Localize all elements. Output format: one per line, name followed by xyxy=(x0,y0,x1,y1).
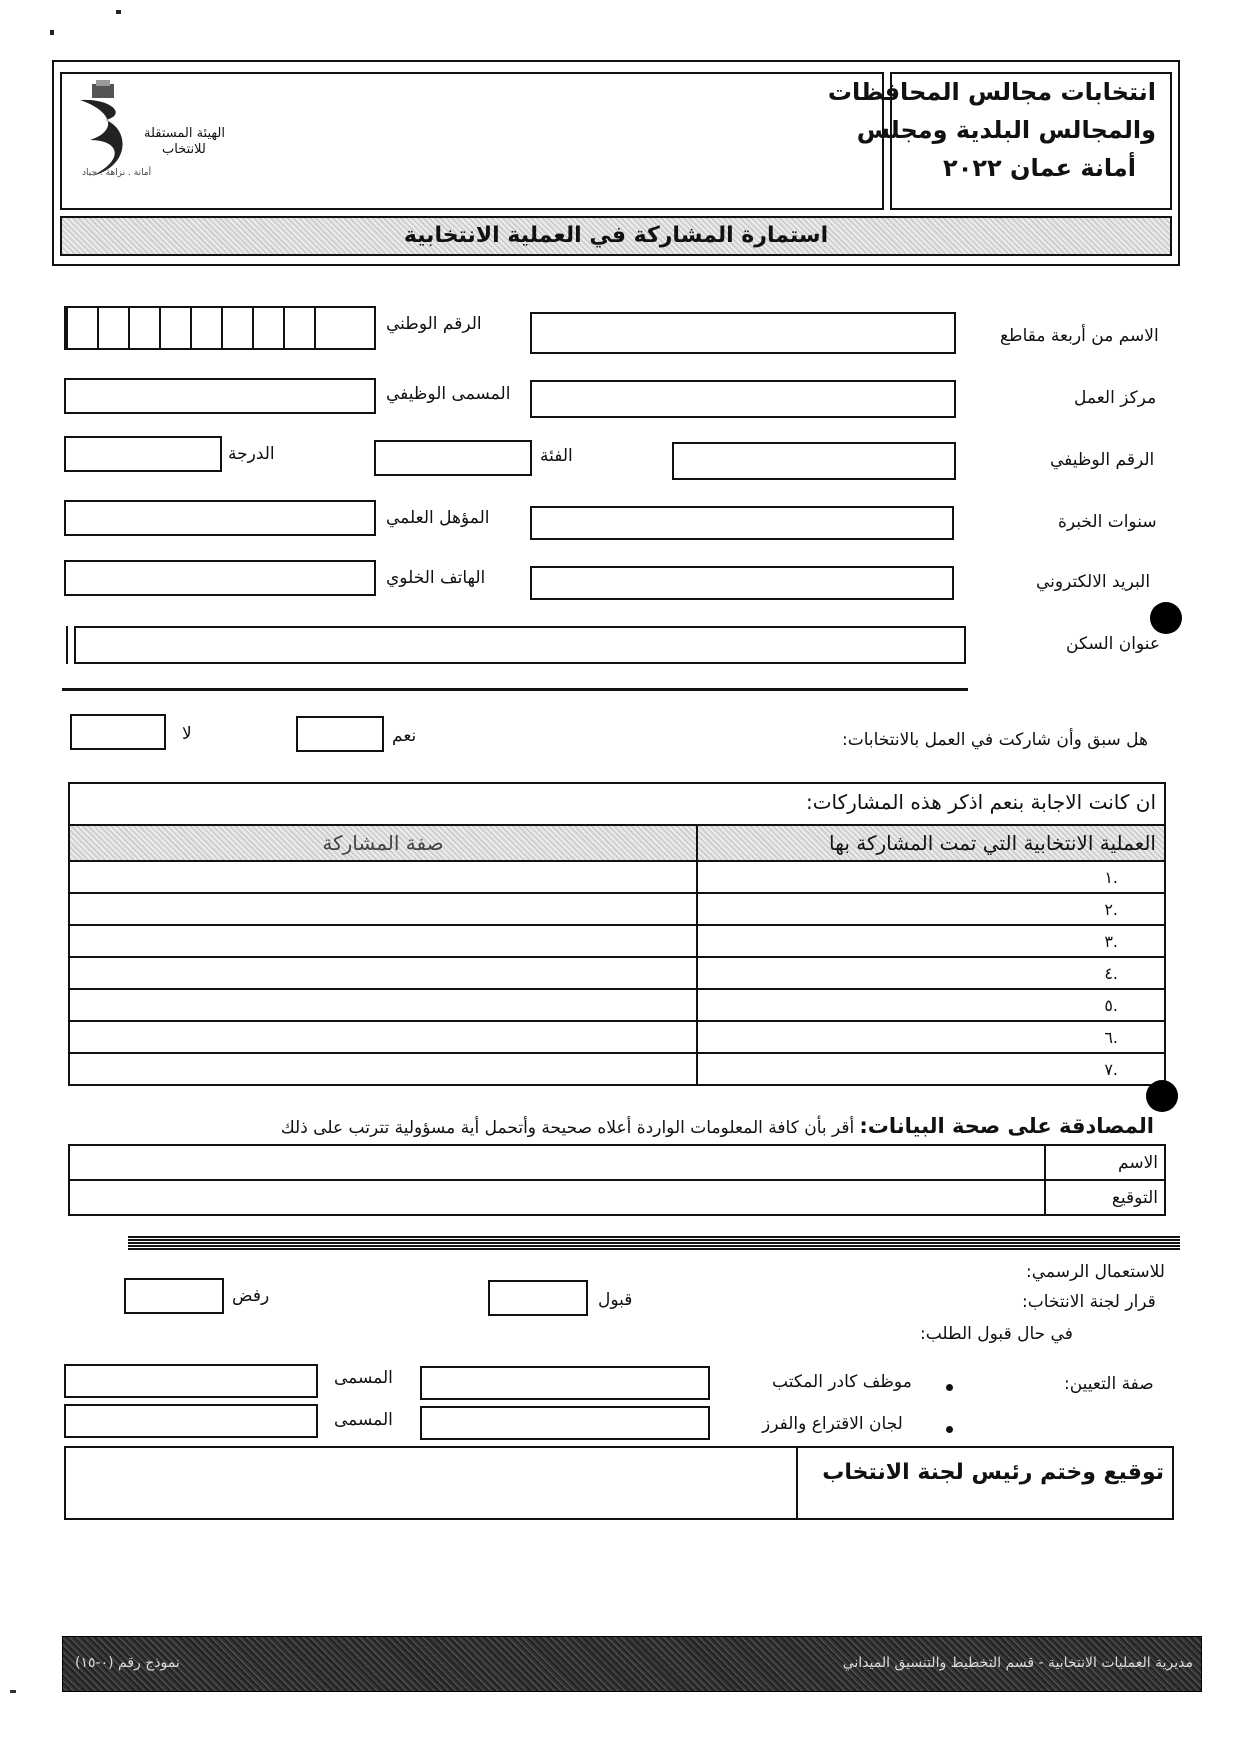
scan-speck xyxy=(10,1690,16,1693)
chair-signature-divider xyxy=(796,1448,798,1520)
row-number[interactable]: .٣ xyxy=(697,925,1165,957)
national-id-digit[interactable] xyxy=(159,308,190,348)
chair-signature-area[interactable] xyxy=(68,1450,792,1518)
national-id-digit[interactable] xyxy=(128,308,159,348)
scan-speck xyxy=(116,10,121,14)
employee-number-field[interactable] xyxy=(672,442,956,480)
email-field[interactable] xyxy=(530,566,954,600)
row-number[interactable]: .٤ xyxy=(697,957,1165,989)
voting-committee-name-field[interactable] xyxy=(420,1406,710,1440)
national-id-label: الرقم الوطني xyxy=(386,314,482,334)
election-title-panel xyxy=(827,72,1172,210)
workplace-label: مركز العمل xyxy=(1074,388,1157,408)
row-number[interactable]: .٢ xyxy=(697,893,1165,925)
home-address-line xyxy=(66,626,68,664)
logo-name-line1: الهيئة المستقلة xyxy=(144,126,225,141)
role-cell[interactable] xyxy=(69,957,697,989)
table-row xyxy=(69,989,1165,1021)
signature-label: التوقيع xyxy=(1111,1187,1158,1208)
role-column-header xyxy=(69,825,697,861)
logo-name-line2: للانتخاب xyxy=(162,142,206,157)
appointment-type-label: صفة التعيين: xyxy=(1064,1374,1154,1394)
national-id-digit[interactable] xyxy=(97,308,128,348)
national-id-digit[interactable] xyxy=(283,308,314,348)
title-line-1: انتخابات مجالس المحافظات xyxy=(827,78,1156,106)
national-id-digit[interactable] xyxy=(345,308,374,348)
home-address-field[interactable] xyxy=(74,626,966,664)
home-address-label: عنوان السكن xyxy=(1066,634,1161,654)
national-id-digit[interactable] xyxy=(221,308,252,348)
attestation-line xyxy=(214,1114,1154,1138)
participation-table xyxy=(68,824,1166,1086)
bullet-icon xyxy=(946,1384,953,1391)
punch-hole-mark xyxy=(1146,1080,1178,1112)
voting-committees-option[interactable]: لجان الاقتراع والفرز xyxy=(762,1414,903,1434)
chair-signature-box xyxy=(64,1446,1174,1520)
email-label: البريد الالكتروني xyxy=(1036,572,1151,592)
punch-hole-mark xyxy=(1150,602,1182,634)
role-column-title: صفة المشاركة xyxy=(322,831,444,855)
form-title: استمارة المشاركة في العملية الانتخابية xyxy=(403,223,829,248)
category-field[interactable] xyxy=(374,440,532,476)
yes-label: نعم xyxy=(392,726,417,746)
table-row xyxy=(69,893,1165,925)
accept-checkbox[interactable] xyxy=(488,1280,588,1316)
name-label: الاسم xyxy=(1118,1152,1158,1173)
experience-years-field[interactable] xyxy=(530,506,954,540)
prior-participation-question: هل سبق وأن شاركت في العمل بالانتخابات: xyxy=(842,730,1149,750)
role-cell[interactable] xyxy=(69,893,697,925)
yes-checkbox[interactable] xyxy=(296,716,384,752)
table-row xyxy=(69,1021,1165,1053)
office-staff-title-field[interactable] xyxy=(64,1364,318,1398)
chair-signature-label: توقيع وختم رئيس لجنة الانتخاب xyxy=(822,1460,1164,1485)
official-use-heading: للاستعمال الرسمي: xyxy=(1026,1262,1165,1282)
experience-years-label: سنوات الخبرة xyxy=(1058,512,1157,532)
table-row xyxy=(69,861,1165,893)
no-label: لا xyxy=(182,724,192,744)
mobile-label: الهاتف الخلوي xyxy=(386,568,486,588)
qualification-label: المؤهل العلمي xyxy=(386,508,490,528)
if-accepted-label: في حال قبول الطلب: xyxy=(920,1324,1073,1344)
scan-speck xyxy=(50,30,54,35)
national-id-digit[interactable] xyxy=(66,308,97,348)
attestation-table xyxy=(68,1144,1166,1216)
commission-logo-icon xyxy=(70,80,130,180)
logo-motto: أمانة . نزاهة . حياد xyxy=(82,168,152,178)
full-name-field[interactable] xyxy=(530,312,956,354)
attestation-text: أقر بأن كافة المعلومات الواردة أعلاه صحيحة وأتحمل أية مسؤولية تترتب على ذلك xyxy=(280,1118,855,1138)
form-title-bar xyxy=(60,216,1172,256)
table-row xyxy=(69,925,1165,957)
national-id-digit[interactable] xyxy=(252,308,283,348)
reject-label: رفض xyxy=(232,1286,270,1306)
signature-value-cell[interactable] xyxy=(69,1180,1045,1215)
grade-label: الدرجة xyxy=(228,444,275,464)
process-column-header xyxy=(697,825,1165,861)
row-number[interactable]: .١ xyxy=(697,861,1165,893)
name-label-cell xyxy=(1045,1145,1165,1180)
committee-decision-label: قرار لجنة الانتخاب: xyxy=(1022,1292,1156,1312)
reject-checkbox[interactable] xyxy=(124,1278,224,1314)
employee-number-label: الرقم الوظيفي xyxy=(1050,450,1155,470)
title-line-2: والمجالس البلدية ومجلس xyxy=(856,116,1156,144)
logo-panel xyxy=(60,72,884,210)
row-number[interactable]: .٧ xyxy=(697,1053,1165,1085)
section-divider xyxy=(62,688,968,691)
role-cell[interactable] xyxy=(69,989,697,1021)
signature-label-cell xyxy=(1045,1180,1165,1215)
table-row xyxy=(69,1053,1165,1085)
mobile-field[interactable] xyxy=(64,560,376,596)
row-number[interactable]: .٦ xyxy=(697,1021,1165,1053)
role-cell[interactable] xyxy=(69,1053,697,1085)
full-name-label: الاسم من أربعة مقاطع xyxy=(1000,326,1159,346)
participation-table-caption: ان كانت الاجابة بنعم اذكر هذه المشاركات: xyxy=(805,790,1156,814)
row-number[interactable]: .٥ xyxy=(697,989,1165,1021)
no-checkbox[interactable] xyxy=(70,714,166,750)
workplace-field[interactable] xyxy=(530,380,956,418)
table-row xyxy=(69,957,1165,989)
national-id-field[interactable] xyxy=(64,306,376,350)
role-cell[interactable] xyxy=(69,925,697,957)
bullet-icon xyxy=(946,1426,953,1433)
title-label-1: المسمى xyxy=(334,1368,393,1388)
footer-band xyxy=(62,1636,1202,1692)
title-line-3: أمانة عمان ٢٠٢٢ xyxy=(943,154,1136,182)
office-staff-option[interactable]: موظف كادر المكتب xyxy=(772,1372,912,1392)
grade-field[interactable] xyxy=(64,436,222,472)
participation-table-frame xyxy=(68,782,1166,824)
national-id-digit[interactable] xyxy=(314,308,345,348)
accept-label: قبول xyxy=(598,1290,633,1310)
national-id-digit[interactable] xyxy=(190,308,221,348)
official-use-separator xyxy=(128,1236,1180,1250)
footer-form-number: نموذج رقم (٠-١٥) xyxy=(75,1655,180,1671)
job-title-field[interactable] xyxy=(64,378,376,414)
name-value-cell[interactable] xyxy=(69,1145,1045,1180)
title-label-2: المسمى xyxy=(334,1410,393,1430)
office-staff-name-field[interactable] xyxy=(420,1366,710,1400)
footer-department: مديرية العمليات الانتخابية - قسم التخطيط والتنسيق الميداني xyxy=(842,1655,1193,1671)
attestation-heading: المصادقة على صحة البيانات: xyxy=(859,1114,1154,1138)
category-label: الفئة xyxy=(540,446,573,466)
role-cell[interactable] xyxy=(69,861,697,893)
job-title-label: المسمى الوظيفي xyxy=(386,384,511,404)
voting-committee-title-field[interactable] xyxy=(64,1404,318,1438)
qualification-field[interactable] xyxy=(64,500,376,536)
process-column-title: العملية الانتخابية التي تمت المشاركة بها xyxy=(829,831,1156,855)
role-cell[interactable] xyxy=(69,1021,697,1053)
